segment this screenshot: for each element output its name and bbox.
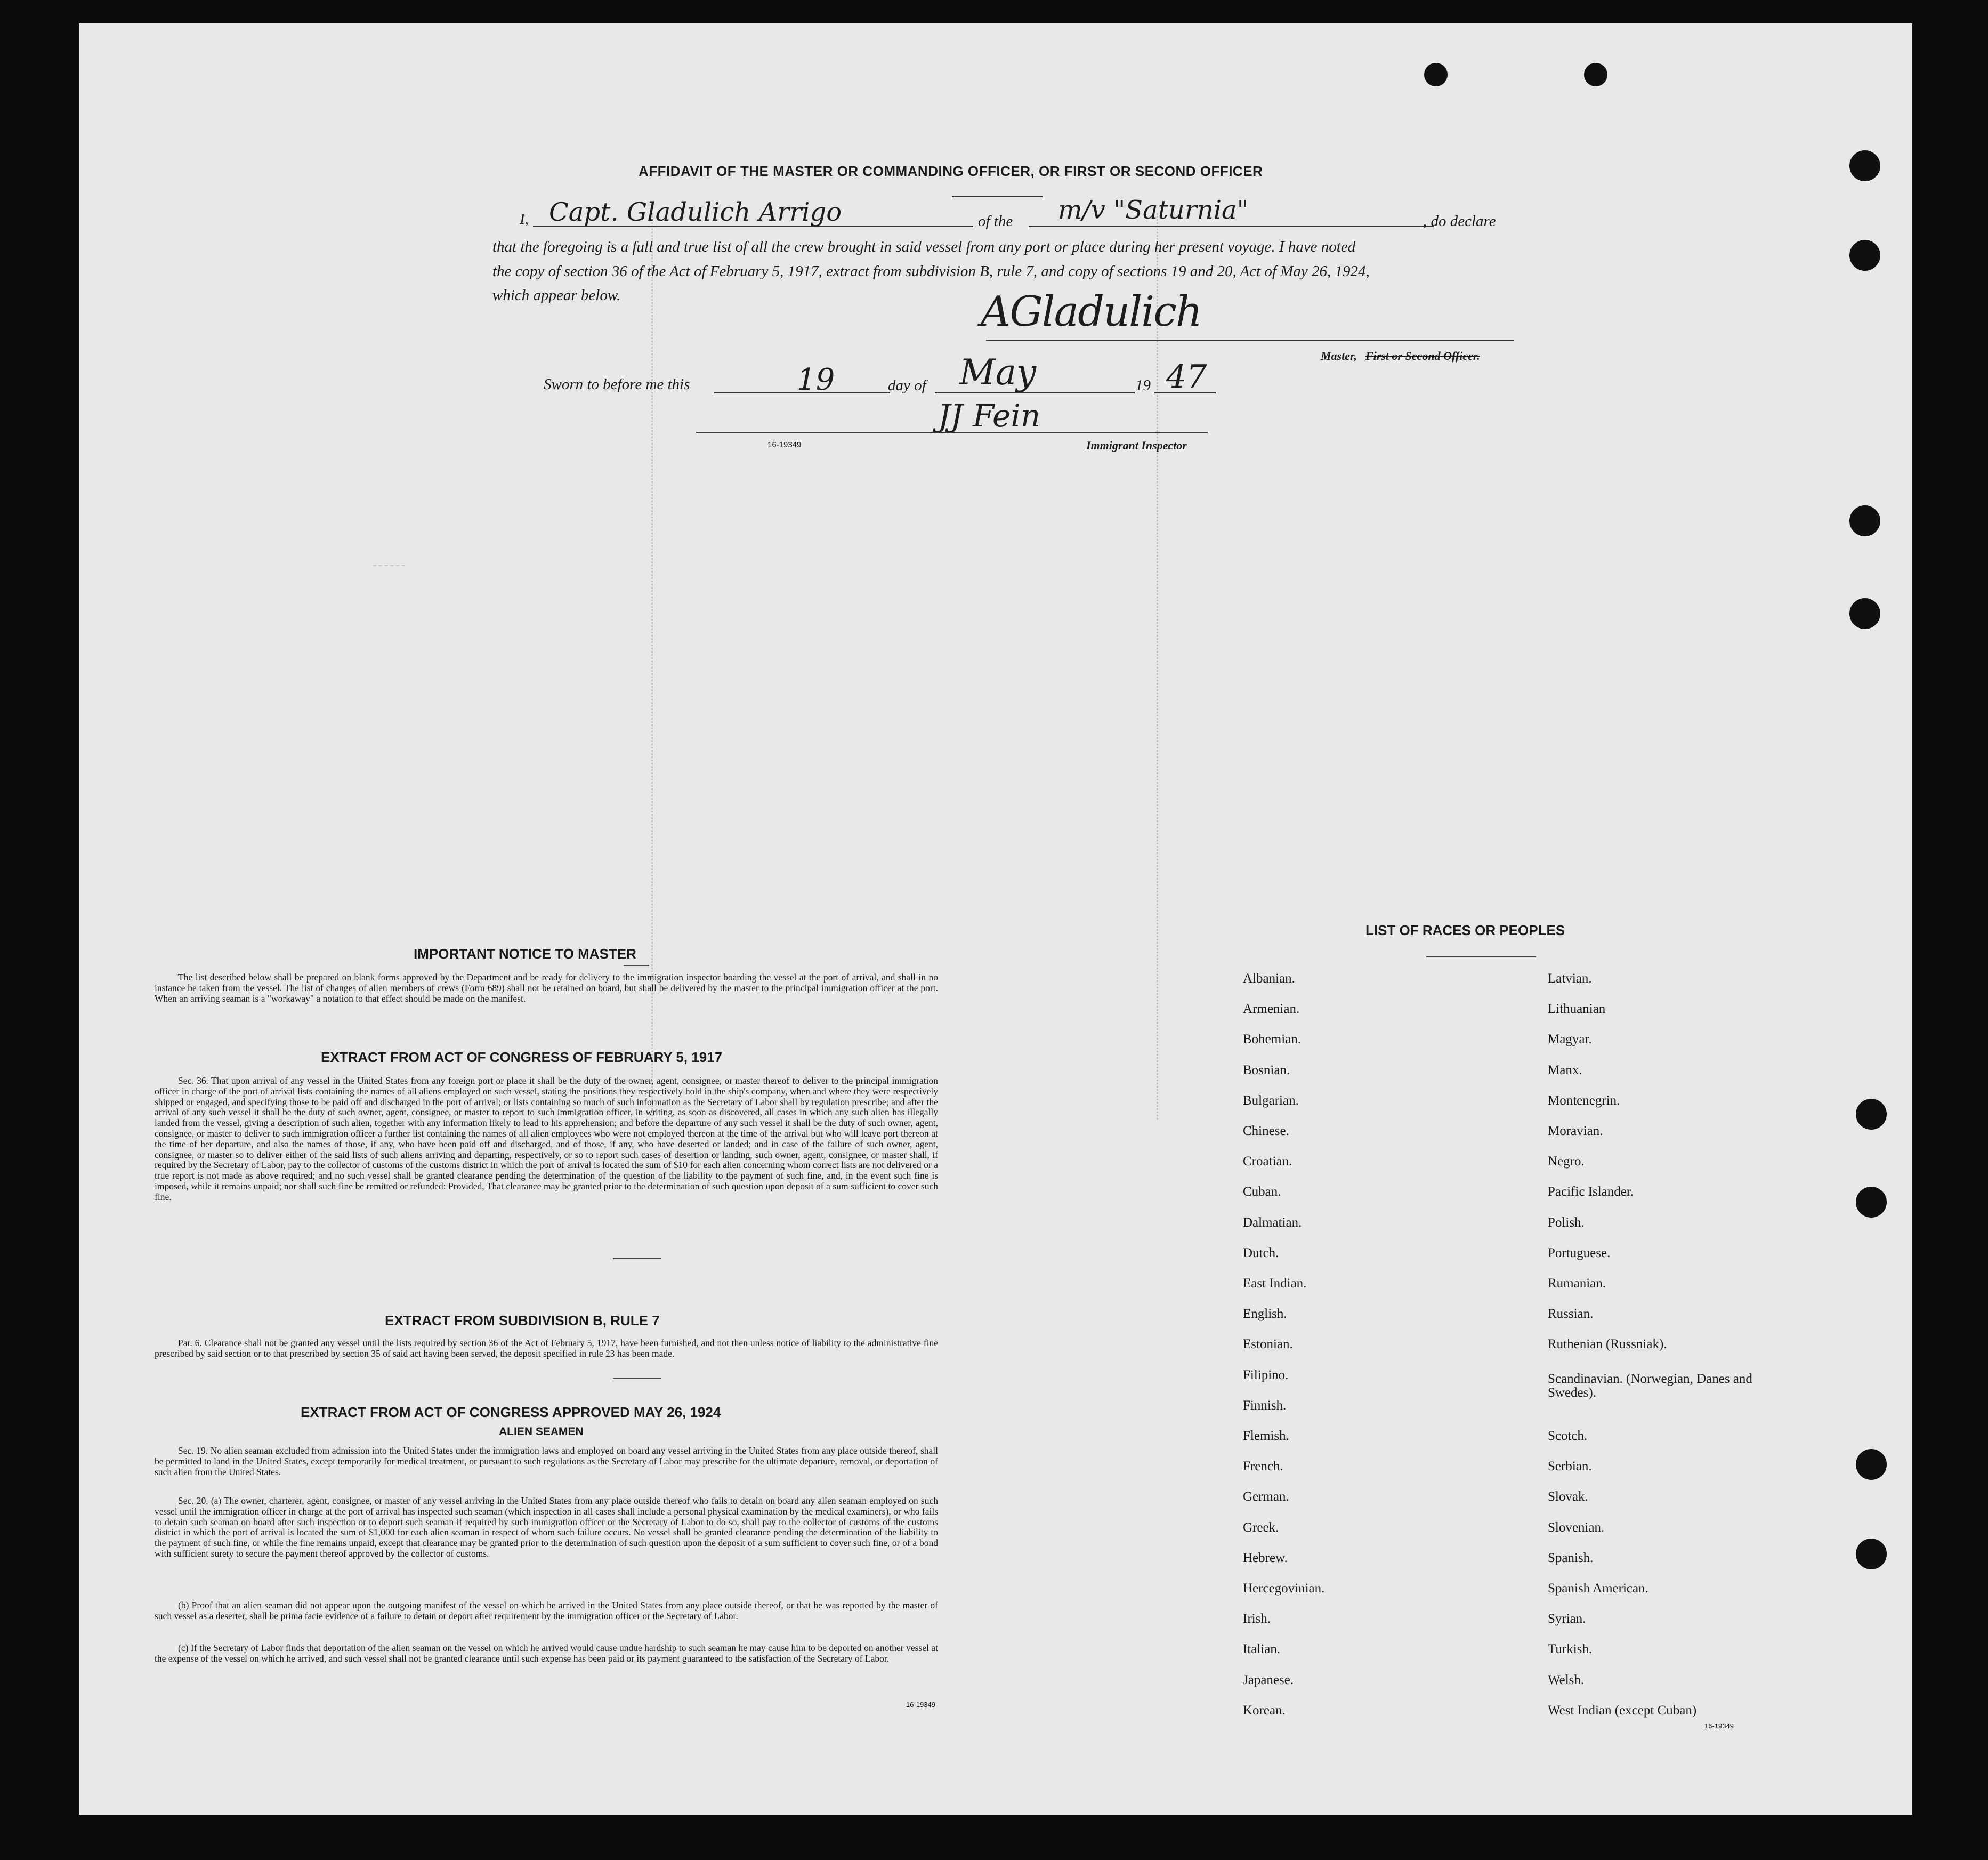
punch-hole — [1856, 1449, 1887, 1480]
race-item: Serbian. — [1548, 1459, 1592, 1474]
year-prefix: 19 — [1135, 377, 1151, 394]
race-item: Greek. — [1243, 1520, 1279, 1535]
master-signature: AGladulich — [981, 288, 1202, 336]
sec-20c-paragraph: (c) If the Secretary of Labor finds that deportation of the alien seaman on the vessel on which he arrived would cause undue hardship to such seaman he may cause him to be deported on another vessel at the expense of the vessel on which he arrived, and such vessel shall not be granted clearance until such expense has been paid or its payment guaranteed to the satisfaction of the Secretary of Labor. — [155, 1642, 938, 1664]
race-item: East Indian. — [1243, 1276, 1307, 1291]
heading-rule — [1426, 956, 1536, 957]
punch-hole — [1856, 1099, 1887, 1130]
race-item: Dutch. — [1243, 1245, 1279, 1260]
vessel-overline — [952, 196, 1043, 197]
race-item: Scotch. — [1548, 1429, 1588, 1443]
races-heading: LIST OF RACES OR PEOPLES — [1365, 922, 1565, 938]
race-item: West Indian (except Cuban) — [1548, 1703, 1697, 1718]
race-item: Russian. — [1548, 1307, 1594, 1322]
race-item: Flemish. — [1243, 1429, 1289, 1443]
day-of-label: day of — [888, 377, 926, 394]
race-item: Scandinavian. (Norwegian, Danes and Swedes). — [1548, 1371, 1752, 1400]
sworn-label: Sworn to before me this — [544, 376, 690, 393]
race-item: Albanian. — [1243, 971, 1295, 986]
punch-hole — [1856, 1187, 1887, 1218]
race-item: Filipino. — [1243, 1367, 1289, 1382]
affidavit-line-2: that the foregoing is a full and true list of all the crew brought in said vessel from any port or place during her present voyage. I have noted — [492, 238, 1356, 255]
master-label: Master, — [1321, 349, 1357, 363]
race-item: Bulgarian. — [1243, 1093, 1299, 1108]
punch-hole — [1849, 240, 1880, 271]
punch-hole — [1849, 598, 1880, 629]
race-item: Polish. — [1548, 1215, 1585, 1230]
race-item: Bohemian. — [1243, 1032, 1302, 1047]
notice-heading: IMPORTANT NOTICE TO MASTER — [414, 946, 636, 962]
race-item: Latvian. — [1548, 971, 1592, 986]
race-item: Bosnian. — [1243, 1062, 1290, 1077]
inspector-signature: JJ Fein — [938, 398, 1041, 434]
race-item: Spanish. — [1548, 1550, 1594, 1565]
heading-rule — [624, 965, 649, 966]
punch-hole — [1424, 63, 1448, 86]
extract-1924-heading: EXTRACT FROM ACT OF CONGRESS APPROVED MAY 26, 1924 — [301, 1404, 721, 1420]
race-item: Irish. — [1243, 1612, 1271, 1627]
inspector-line — [696, 432, 1208, 433]
race-item: Croatian. — [1243, 1154, 1292, 1169]
heading-rule — [613, 1378, 661, 1379]
race-item: Pacific Islander. — [1548, 1185, 1634, 1199]
race-item: Magyar. — [1548, 1032, 1592, 1047]
punch-hole — [1849, 150, 1880, 181]
races-form-number: 16-19349 — [1704, 1722, 1734, 1730]
affidavit-line-4: which appear below. — [492, 287, 621, 304]
sec-20b-paragraph: (b) Proof that an alien seaman did not appear upon the outgoing manifest of the vessel on which he arrived in the United States from any place outside thereof, or that he was reported by the master of such vessel as a deserter, shall be prima facie evidence of a failure to detain or deport after requirement by the immigration officer or the Secretary of Labor. — [155, 1600, 938, 1621]
do-declare-label: , do declare — [1423, 213, 1496, 230]
sworn-day-value: 19 — [797, 363, 835, 397]
race-item: Manx. — [1548, 1062, 1582, 1077]
race-item: Finnish. — [1243, 1398, 1287, 1413]
punch-hole — [1584, 63, 1607, 86]
race-item: Estonian. — [1243, 1337, 1293, 1352]
race-item: Rumanian. — [1548, 1276, 1606, 1291]
race-item: Turkish. — [1548, 1642, 1593, 1657]
race-item: German. — [1243, 1489, 1289, 1504]
signature-line — [986, 340, 1514, 341]
race-item: Montenegrin. — [1548, 1093, 1620, 1108]
par-6-paragraph: Par. 6. Clearance shall not be granted any vessel until the lists required by section 36 of the Act of February 5, 1917, have been furnished, and not then unless notice of liability to the administrative fine prescribed by said section or to that prescribed by section 35 of said act having been served, the deposit specified in rule 23 has been made. — [155, 1338, 938, 1359]
race-item: Cuban. — [1243, 1185, 1281, 1199]
affidavit-i-label: I, — [520, 211, 529, 228]
faint-dotted-rule — [373, 565, 405, 566]
alien-seamen-subheading: ALIEN SEAMEN — [499, 1426, 584, 1438]
race-item: Lithuanian — [1548, 1002, 1606, 1017]
faint-dotted-rule — [1157, 213, 1158, 1120]
punch-hole — [1849, 505, 1880, 536]
sworn-month-value: May — [959, 352, 1037, 393]
vessel-line — [1029, 226, 1434, 227]
affidavit-line-3: the copy of section 36 of the Act of February 5, 1917, extract from subdivision B, rule 7, and copy of sections 19 and 20, Act of May 26, 1924, — [492, 263, 1370, 280]
race-item: Syrian. — [1548, 1612, 1586, 1627]
race-item: Korean. — [1243, 1703, 1286, 1718]
inspector-label: Immigrant Inspector — [1086, 439, 1187, 452]
master-name: Capt. Gladulich Arrigo — [549, 197, 842, 227]
race-item: Chinese. — [1243, 1124, 1289, 1138]
sec-19-paragraph: Sec. 19. No alien seaman excluded from admission into the United States under the immigration laws and employed on board any vessel arriving in the United States from any place outside thereof, shall be permitted to land in the United States, except temporarily for medical treatment, or pursuant to such regulations as the Secretary of Labor may prescribe for the ultimate departure, removal, or deportation of such alien from the United States. — [155, 1445, 938, 1477]
of-the-label: of the — [978, 213, 1013, 230]
race-item: Negro. — [1548, 1154, 1585, 1169]
heading-rule — [613, 1258, 661, 1259]
sec-20a-paragraph: Sec. 20. (a) The owner, charterer, agent, consignee, or master of any vessel arriving in the United States from any place outside thereof who fails to detain on board any alien seaman employed on such vessel until the immigration officer in charge at the port of arrival has inspected such seaman (which inspection in all cases shall include a personal physical examination by the medical examiners), or who fails to detain such seaman on board after such inspection or to deport such seaman if required by such immigration officer or the Secretary of Labor to do so, shall pay to the collector of customs of the customs district in which the port of arrival is located the sum of $1,000 for each alien seaman in respect of whom such failure occurs. No vessel shall be granted clearance pending the determination of the liability to the payment of such fine, or while the fine remains unpaid, except that clearance may be granted prior to the determination of such question upon the deposit of a sum sufficient to cover such fine, or of a bond with sufficient surety to secure the payment thereof approved by the collector of customs. — [155, 1495, 938, 1559]
vessel-name: m/v "Saturnia" — [1058, 195, 1249, 225]
race-item: Italian. — [1243, 1642, 1281, 1657]
race-item: Hercegovinian. — [1243, 1581, 1325, 1596]
notice-paragraph: The list described below shall be prepared on blank forms approved by the Department and be ready for delivery to the immigration inspector boarding the vessel at the port of arrival, and shall in no instance be taken from the vessel. The list of changes of alien members of crews (Form 689) shall not be retained on board, but shall be delivered by the master to the principal immigration officer at the port. When an arriving seaman is a "workaway" a notation to that effect should be made on the manifest. — [155, 972, 938, 1004]
sec-36-paragraph: Sec. 36. That upon arrival of any vessel in the United States from any foreign port or place it shall be the duty of the owner, agent, consignee, or master thereof to deliver to the principal immigration officer in charge of the port of arrival lists containing the names of all aliens employed on such vessel, stating the positions they respectively hold in the ship's company, when and where they were respectively shipped or engaged, and specifying those to be paid off and discharged in the port of arrival; or lists containing so much of such information as the Secretary of Labor shall by regulation prescribe; and after the arrival of any such vessel it shall be the duty of such owner, agent, consignee, or master to report to such immigration officer, in writing, as soon as discovered, all cases in which any such alien has illegally landed from the vessel, giving a description of such alien, together with any information likely to lead to his apprehension; and before the departure of any such vessel it shall be the duty of such owner, agent, consignee, or master to deliver to such immigration officer a further list containing the names of all alien employees who were not employed thereon at the time of the arrival but who will leave port thereon at the time of her departure, and also the names of those, if any, who have been paid off and discharged, and of those, if any, who have deserted or landed; and in case of the failure of such owner, agent, consignee, or master so to deliver either of the said lists of such aliens arriving and departing, respectively, or so to report such cases of desertion or landing, such owner, agent, consignee, or master shall, if required by the Secretary of Labor, pay to the collector of customs of the customs district in which the port of arrival is located the sum of $10 for each alien concerning whom correct lists are not delivered or a true report is not made as above required; and no such vessel shall be granted clearance pending the determination of the question of the liability to the payment of such fine, and, in the event such fine is imposed, while it remains unpaid; nor shall such fine be remitted or refunded: Provided, That clearance may be granted prior to the determination of such question upon deposit of a sum sufficient to cover such fine. — [155, 1075, 938, 1202]
sworn-year-value: 47 — [1166, 358, 1207, 396]
struck-officer-label: First or Second Officer. — [1365, 349, 1480, 363]
form-number: 16-19349 — [767, 440, 802, 449]
race-item: Hebrew. — [1243, 1550, 1288, 1565]
race-item: Japanese. — [1243, 1672, 1294, 1687]
race-item: Moravian. — [1548, 1124, 1603, 1138]
race-item: Slovak. — [1548, 1489, 1588, 1504]
extract-1917-heading: EXTRACT FROM ACT OF CONGRESS OF FEBRUARY 5, 1917 — [321, 1049, 723, 1065]
race-item: Armenian. — [1243, 1002, 1300, 1017]
race-item: Spanish American. — [1548, 1581, 1648, 1596]
race-item: Portuguese. — [1548, 1245, 1611, 1260]
race-item: Dalmatian. — [1243, 1215, 1302, 1230]
race-item: French. — [1243, 1459, 1283, 1474]
extract-rule7-heading: EXTRACT FROM SUBDIVISION B, RULE 7 — [385, 1313, 660, 1328]
race-item: Welsh. — [1548, 1672, 1585, 1687]
punch-hole — [1856, 1539, 1887, 1569]
notice-form-number: 16-19349 — [906, 1701, 935, 1709]
race-item: English. — [1243, 1307, 1287, 1322]
affidavit-title: AFFIDAVIT OF THE MASTER OR COMMANDING OFFICER, OR FIRST OR SECOND OFFICER — [639, 163, 1263, 179]
race-item: Ruthenian (Russniak). — [1548, 1337, 1667, 1352]
race-item: Slovenian. — [1548, 1520, 1605, 1535]
